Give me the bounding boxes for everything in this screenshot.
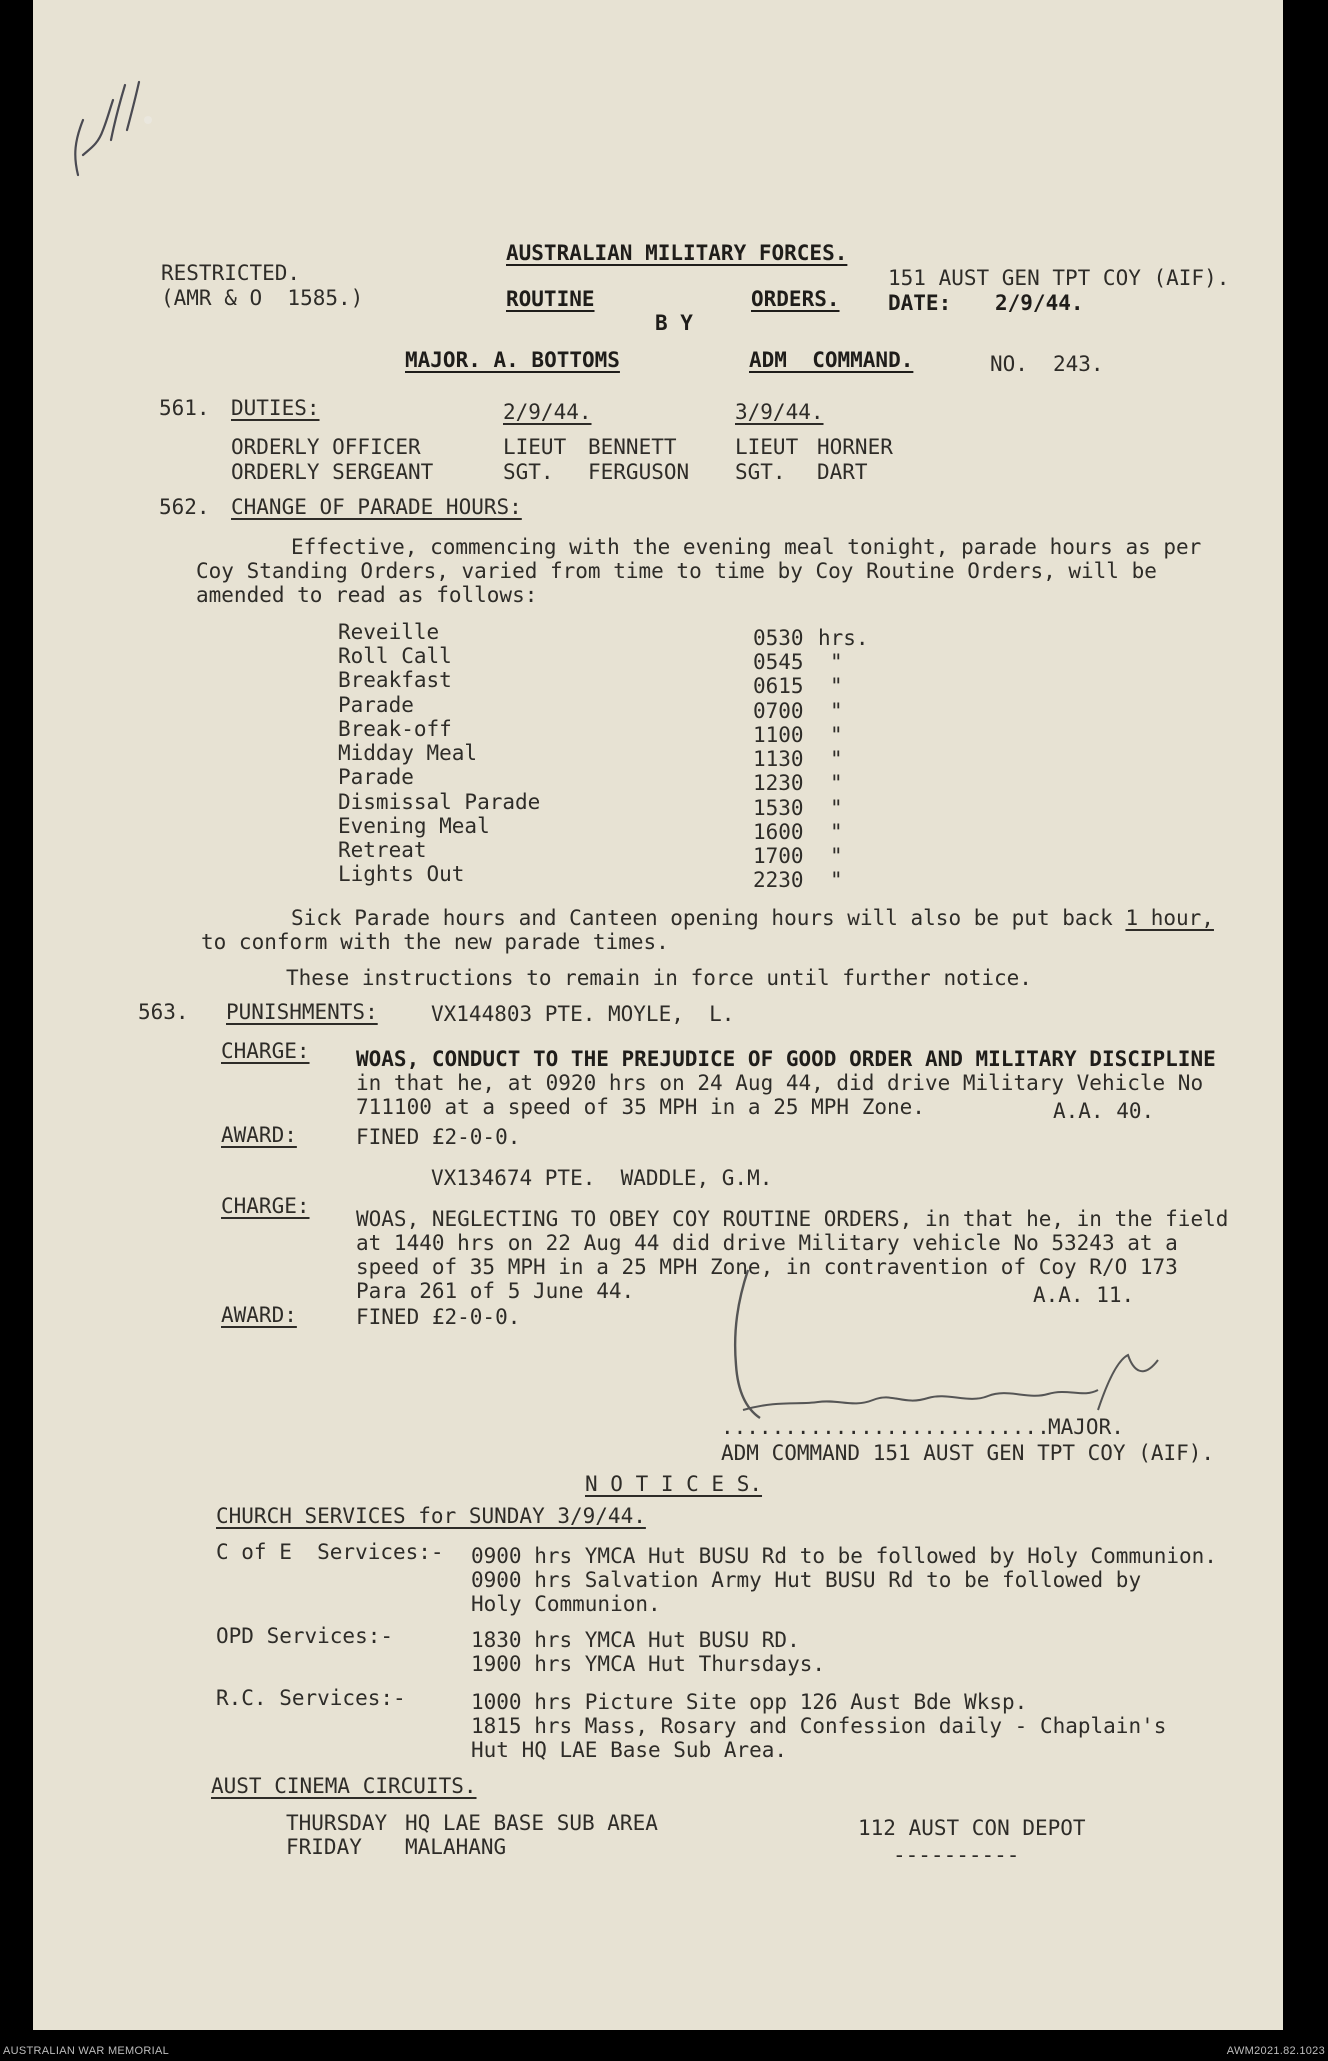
- cinema-day: FRIDAY: [286, 1835, 362, 1859]
- forces-title: AUSTRALIAN MILITARY FORCES.: [506, 241, 848, 265]
- service-label: C of E Services:-: [216, 1540, 444, 1564]
- cinema-day: THURSDAY: [286, 1811, 388, 1835]
- date-value: 2/9/44.: [995, 291, 1084, 315]
- schedule-item: Parade: [338, 765, 414, 789]
- signature-rank: MAJOR.: [1048, 1415, 1124, 1439]
- amr-reference: (AMR & O 1585.): [161, 286, 364, 310]
- charge-1-line: in that he, at 0920 hrs on 24 Aug 44, did drive Military Vehicle No: [356, 1071, 1204, 1095]
- cinema-circuits-title: AUST CINEMA CIRCUITS.: [211, 1774, 477, 1798]
- date-label: DATE:: [888, 291, 952, 315]
- schedule-item: Lights Out: [338, 862, 465, 886]
- by-label: B Y: [655, 311, 693, 335]
- schedule-time: 1700: [753, 844, 804, 868]
- schedule-suffix: ": [830, 699, 843, 723]
- signature-unit: ADM COMMAND 151 AUST GEN TPT COY (AIF).: [721, 1441, 1215, 1465]
- section-563-number: 563.: [138, 1000, 189, 1024]
- duty-date-1: 2/9/44.: [503, 400, 592, 424]
- schedule-time: 1530: [753, 796, 804, 820]
- schedule-time: 0700: [753, 699, 804, 723]
- schedule-suffix: ": [830, 844, 843, 868]
- schedule-time: 1230: [753, 771, 804, 795]
- punished-soldier-1: VX144803 PTE. MOYLE, L.: [431, 1002, 735, 1026]
- service-label: OPD Services:-: [216, 1624, 394, 1648]
- schedule-item: Dismissal Parade: [338, 790, 541, 814]
- section-562-title: CHANGE OF PARADE HOURS:: [231, 495, 522, 519]
- remain-in-force-line: These instructions to remain in force until further notice.: [286, 966, 1032, 990]
- schedule-suffix: ": [830, 868, 843, 892]
- depot-name: 112 AUST CON DEPOT: [858, 1816, 1086, 1840]
- paragraph-line: Coy Standing Orders, varied from time to time by Coy Routine Orders, will be: [196, 559, 1157, 583]
- routine-label: ROUTINE: [506, 287, 595, 311]
- award-label: AWARD:: [221, 1123, 297, 1147]
- charge-1-line: WOAS, CONDUCT TO THE PREJUDICE OF GOOD ORDER AND MILITARY DISCIPLINE: [356, 1047, 1216, 1071]
- charge-1-line: 711100 at a speed of 35 MPH in a 25 MPH Zone.: [356, 1095, 925, 1119]
- cinema-place: HQ LAE BASE SUB AREA: [405, 1811, 658, 1835]
- service-line: 0900 hrs YMCA Hut BUSU Rd to be followed by Holy Communion.: [471, 1544, 1217, 1568]
- paragraph-line: amended to read as follows:: [196, 583, 538, 607]
- charge-2-line: at 1440 hrs on 22 Aug 44 did drive Military vehicle No 53243 at a: [356, 1231, 1178, 1255]
- duty-rank-1: SGT.: [503, 460, 554, 484]
- service-line: 1000 hrs Picture Site opp 126 Aust Bde Wksp.: [471, 1690, 1028, 1714]
- duty-role: ORDERLY OFFICER: [231, 435, 421, 459]
- duty-name-2: DART: [817, 460, 868, 484]
- order-no-label: NO.: [990, 352, 1028, 376]
- sick-parade-line: [291, 908, 1214, 929]
- church-services-title: CHURCH SERVICES for SUNDAY 3/9/44.: [216, 1504, 646, 1528]
- schedule-item: Parade: [338, 693, 414, 717]
- punished-soldier-2: VX134674 PTE. WADDLE, G.M.: [431, 1166, 773, 1190]
- charge-2-line: Para 261 of 5 June 44.: [356, 1279, 635, 1303]
- service-line: 1830 hrs YMCA Hut BUSU RD.: [471, 1628, 800, 1652]
- section-561-number: 561.: [159, 396, 210, 420]
- unit-name: 151 AUST GEN TPT COY (AIF).: [888, 266, 1230, 290]
- schedule-suffix: ": [830, 674, 843, 698]
- award-2: FINED £2-0-0.: [356, 1305, 521, 1329]
- schedule-time: 1600: [753, 820, 804, 844]
- section-563-title: PUNISHMENTS:: [226, 1000, 378, 1024]
- schedule-suffix: hrs.: [818, 626, 869, 650]
- document-page: [33, 0, 1283, 2030]
- duty-role: ORDERLY SERGEANT: [231, 460, 434, 484]
- signature-dots: ..........................: [721, 1415, 1050, 1439]
- service-line: Hut HQ LAE Base Sub Area.: [471, 1738, 788, 1762]
- duty-name-1: FERGUSON: [588, 460, 690, 484]
- award-1: FINED £2-0-0.: [356, 1125, 521, 1149]
- major-name: MAJOR. A. BOTTOMS: [405, 348, 620, 372]
- schedule-suffix: ": [830, 820, 843, 844]
- duty-date-2: 3/9/44.: [735, 400, 824, 424]
- adm-command: ADM COMMAND.: [749, 348, 914, 372]
- award-label: AWARD:: [221, 1303, 297, 1327]
- archive-footer-right: AWM2021.82.1023: [1226, 2045, 1325, 2057]
- charge-2-reference: A.A. 11.: [1033, 1283, 1135, 1307]
- notices-title: N O T I C E S.: [585, 1472, 763, 1496]
- section-561-title: DUTIES:: [231, 396, 320, 420]
- depot-underline: ----------: [893, 1843, 1020, 1867]
- schedule-time: 0530: [753, 626, 804, 650]
- sick-parade-text: Sick Parade hours and Canteen opening hours will also be put back: [291, 906, 1126, 930]
- schedule-time: 0545: [753, 650, 804, 674]
- schedule-time: 0615: [753, 674, 804, 698]
- service-line: 0900 hrs Salvation Army Hut BUSU Rd to be followed by: [471, 1568, 1142, 1592]
- schedule-suffix: ": [830, 796, 843, 820]
- charge-1-reference: A.A. 40.: [1053, 1099, 1155, 1123]
- duty-rank-2: SGT.: [735, 460, 786, 484]
- schedule-time: 1130: [753, 747, 804, 771]
- service-line: Holy Communion.: [471, 1592, 661, 1616]
- charge-2-line: speed of 35 MPH in a 25 MPH Zone, in contravention of Coy R/O 173: [356, 1255, 1178, 1279]
- schedule-suffix: ": [830, 747, 843, 771]
- duty-rank-1: LIEUT: [503, 435, 567, 459]
- sick-parade-hour: 1 hour,: [1125, 906, 1214, 930]
- cinema-place: MALAHANG: [405, 1835, 507, 1859]
- schedule-suffix: ": [830, 723, 843, 747]
- schedule-time: 1100: [753, 723, 804, 747]
- schedule-item: Midday Meal: [338, 741, 478, 765]
- schedule-item: Break-off: [338, 717, 452, 741]
- schedule-item: Breakfast: [338, 668, 452, 692]
- service-line: 1815 hrs Mass, Rosary and Confession daily - Chaplain's: [471, 1714, 1167, 1738]
- order-no-value: 243.: [1053, 352, 1104, 376]
- charge-2-line: WOAS, NEGLECTING TO OBEY COY ROUTINE ORDERS, in that he, in the field: [356, 1207, 1229, 1231]
- orders-label: ORDERS.: [751, 287, 840, 311]
- duty-rank-2: LIEUT: [735, 435, 799, 459]
- schedule-item: Roll Call: [338, 644, 452, 668]
- duty-name-2: HORNER: [817, 435, 893, 459]
- schedule-item: Reveille: [338, 620, 440, 644]
- charge-label: CHARGE:: [221, 1194, 310, 1218]
- restricted-label: RESTRICTED.: [161, 261, 301, 285]
- schedule-suffix: ": [830, 771, 843, 795]
- schedule-item: Evening Meal: [338, 814, 490, 838]
- archive-footer-left: AUSTRALIAN WAR MEMORIAL: [3, 2045, 170, 2057]
- service-label: R.C. Services:-: [216, 1686, 406, 1710]
- paragraph-line: Effective, commencing with the evening meal tonight, parade hours as per: [291, 535, 1202, 559]
- service-line: 1900 hrs YMCA Hut Thursdays.: [471, 1652, 826, 1676]
- sick-parade-line-2: to conform with the new parade times.: [201, 930, 669, 954]
- handwritten-note: [43, 60, 173, 200]
- schedule-time: 2230: [753, 868, 804, 892]
- charge-label: CHARGE:: [221, 1039, 310, 1063]
- section-562-number: 562.: [159, 495, 210, 519]
- duty-name-1: BENNETT: [588, 435, 677, 459]
- schedule-suffix: ": [830, 650, 843, 674]
- schedule-item: Retreat: [338, 838, 427, 862]
